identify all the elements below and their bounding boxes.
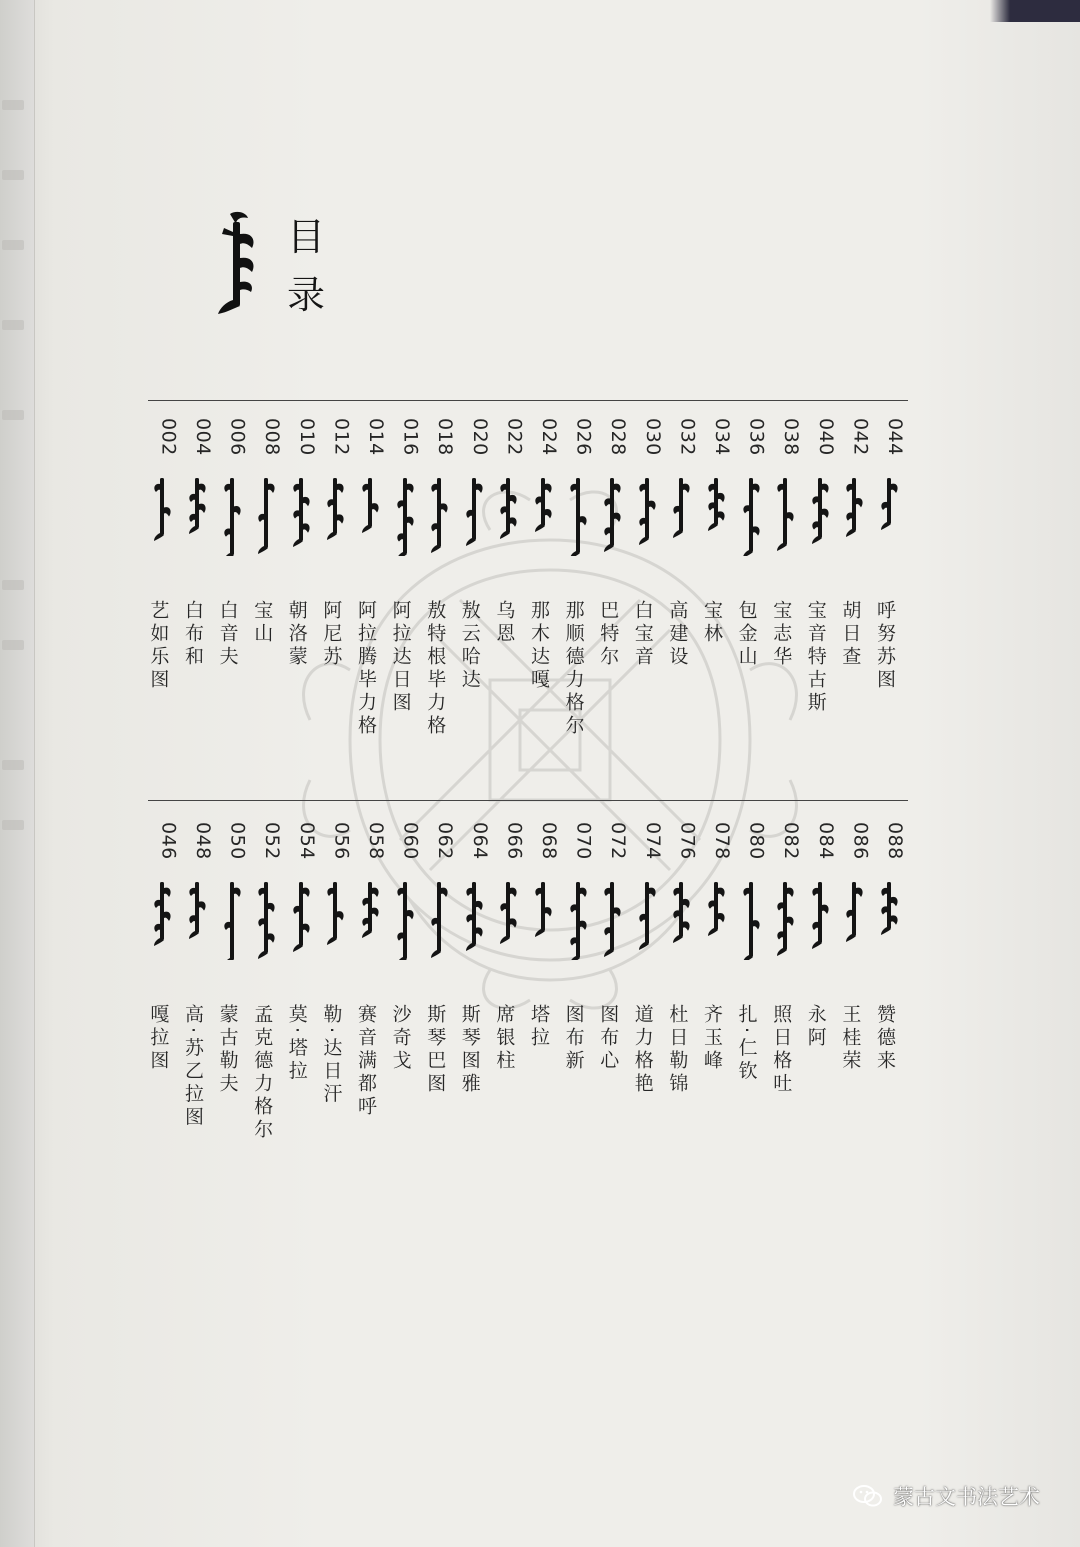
toc-entry[interactable] (284, 418, 318, 778)
toc-artist-name: 斯琴巴图 (424, 1004, 447, 1096)
mongolian-name-glyph (670, 474, 692, 556)
toc-page-number: 048 (192, 822, 214, 860)
mongolian-name-glyph (774, 878, 796, 960)
mongolian-name-glyph (221, 878, 243, 960)
toc-entry[interactable] (630, 418, 664, 778)
lower-rule (148, 800, 908, 801)
toc-artist-name: 永阿 (804, 1004, 827, 1050)
toc-page-number: 052 (261, 822, 284, 860)
mongolian-name-glyph (324, 474, 346, 556)
toc-artist-name: 斯琴图雅 (458, 1004, 481, 1096)
mongolian-name-glyph (740, 878, 762, 960)
toc-entry[interactable] (249, 418, 283, 778)
toc-entry[interactable] (872, 418, 906, 778)
toc-entry[interactable] (388, 822, 422, 1182)
toc-page-number: 046 (157, 822, 180, 860)
toc-artist-name: 席银柱 (493, 1004, 516, 1073)
book-cover-edge (1010, 0, 1080, 22)
toc-page-number: 082 (780, 822, 803, 860)
mongolian-name-glyph (878, 474, 900, 556)
toc-artist-name: 杜日勒锦 (666, 1004, 689, 1096)
toc-artist-name: 扎·仁钦 (735, 1004, 758, 1084)
toc-page-number: 020 (468, 418, 491, 456)
toc-artist-name: 图布心 (597, 1004, 620, 1073)
toc-artist-name: 阿拉腾毕力格 (355, 600, 377, 738)
toc-artist-name: 胡日查 (839, 600, 862, 669)
toc-artist-name: 艺如乐图 (147, 600, 170, 692)
toc-entry[interactable] (595, 822, 629, 1182)
toc-entry[interactable] (699, 822, 733, 1182)
toc-artist-name: 敖云哈达 (458, 600, 481, 692)
mongolian-name-glyph (497, 474, 519, 556)
toc-page-number: 028 (607, 418, 630, 456)
previous-page-edge (0, 0, 35, 1547)
toc-entry[interactable] (664, 418, 698, 778)
toc-page-number: 006 (226, 418, 249, 456)
mongolian-name-glyph (497, 878, 519, 960)
toc-page-number: 012 (330, 418, 353, 456)
toc-artist-name: 朝洛蒙 (285, 600, 308, 669)
toc-entry[interactable] (526, 418, 560, 778)
toc-entry[interactable] (284, 822, 318, 1182)
mongolian-name-glyph (221, 474, 243, 556)
mongolian-name-glyph (809, 878, 831, 960)
mongolian-name-glyph (567, 474, 589, 556)
mongolian-name-glyph (740, 474, 762, 556)
wechat-watermark (853, 1481, 1040, 1511)
toc-page-number: 076 (676, 822, 699, 860)
toc-artist-name: 宝志华 (770, 600, 793, 669)
mongolian-name-glyph (463, 878, 485, 960)
toc-page-number: 080 (745, 822, 768, 860)
toc-artist-name: 白音夫 (216, 600, 239, 669)
toc-artist-name: 包金山 (735, 600, 758, 669)
toc-page-number: 072 (607, 822, 630, 860)
toc-artist-name: 敖特根毕力格 (424, 600, 447, 738)
toc-page-number: 060 (399, 822, 422, 860)
toc-artist-name: 高·苏乙拉图 (182, 1004, 204, 1130)
toc-artist-name: 塔拉 (528, 1004, 550, 1050)
toc-page-number: 042 (849, 418, 872, 456)
toc-entry[interactable] (768, 418, 802, 778)
toc-entry[interactable] (630, 822, 664, 1182)
toc-page-number: 062 (434, 822, 457, 860)
toc-entry[interactable] (180, 822, 214, 1182)
toc-artist-name: 宝山 (251, 600, 274, 646)
toc-artist-name: 道力格艳 (631, 1004, 654, 1096)
toc-page-number: 050 (226, 822, 249, 860)
toc-entry[interactable] (318, 822, 352, 1182)
toc-artist-name: 乌恩 (493, 600, 516, 646)
toc-artist-name: 白宝音 (631, 600, 654, 669)
toc-artist-name: 沙奇戈 (389, 1004, 412, 1073)
mongolian-name-glyph (705, 474, 727, 556)
toc-entry[interactable] (699, 418, 733, 778)
mongolian-name-glyph (843, 878, 865, 960)
mongolian-name-glyph (463, 474, 485, 556)
mongolian-name-glyph (636, 474, 658, 556)
toc-artist-name: 宝音特古斯 (804, 600, 827, 715)
toc-entry[interactable] (664, 822, 698, 1182)
toc-page-number: 008 (261, 418, 284, 456)
toc-page-number: 002 (157, 418, 180, 456)
toc-entry[interactable] (249, 822, 283, 1182)
mongolian-name-glyph (532, 878, 554, 960)
toc-artist-name: 那木达嘎 (528, 600, 550, 692)
mongolian-name-glyph (601, 878, 623, 960)
toc-page-number: 070 (572, 822, 595, 860)
mongolian-name-glyph (255, 878, 277, 960)
toc-page-number: 054 (295, 822, 318, 860)
toc-entry[interactable] (215, 822, 249, 1182)
mongolian-name-glyph (359, 474, 381, 556)
mongolian-name-glyph (670, 878, 692, 960)
title-char-1: 目 (286, 215, 325, 259)
toc-page-number: 088 (884, 822, 906, 860)
toc-entry[interactable] (561, 822, 595, 1182)
toc-entry[interactable] (872, 822, 906, 1182)
mongolian-name-glyph (255, 474, 277, 556)
toc-entry[interactable] (837, 822, 871, 1182)
toc-entry[interactable] (457, 822, 491, 1182)
toc-page-number: 084 (814, 822, 837, 860)
toc-entry[interactable] (215, 418, 249, 778)
mongolian-name-glyph (428, 878, 450, 960)
toc-artist-name: 赛音满都呼 (355, 1004, 377, 1119)
toc-artist-name: 蒙古勒夫 (216, 1004, 239, 1096)
toc-entry[interactable] (180, 418, 214, 778)
mongolian-name-glyph (151, 474, 173, 556)
toc-page-number: 016 (399, 418, 422, 456)
toc-page-number: 044 (884, 418, 906, 456)
toc-artist-name: 宝林 (701, 600, 723, 646)
toc-page-number: 004 (192, 418, 214, 456)
toc-page-number: 024 (538, 418, 560, 456)
toc-entry[interactable] (491, 418, 525, 778)
toc-page-number: 030 (641, 418, 664, 456)
toc-entry[interactable] (768, 822, 802, 1182)
toc-artist-name: 呼努苏图 (874, 600, 896, 692)
toc-entry[interactable] (353, 418, 387, 778)
toc-artist-name: 莫·塔拉 (285, 1004, 308, 1084)
toc-entry[interactable] (734, 418, 768, 778)
toc-entry[interactable] (145, 822, 179, 1182)
toc-page-number: 066 (503, 822, 526, 860)
toc-page-number: 032 (676, 418, 699, 456)
toc-entry[interactable] (388, 418, 422, 778)
mongolian-name-glyph (394, 474, 416, 556)
toc-artist-name: 阿拉达日图 (389, 600, 412, 715)
toc-entry[interactable] (457, 418, 491, 778)
toc-page-number: 064 (468, 822, 491, 860)
mongolian-name-glyph (532, 474, 554, 556)
toc-page-number: 018 (434, 418, 457, 456)
mongolian-name-glyph (878, 878, 900, 960)
mongolian-name-glyph (290, 474, 312, 556)
toc-artist-name: 阿尼苏 (320, 600, 343, 669)
toc-artist-name: 照日格吐 (770, 1004, 793, 1096)
toc-entry[interactable] (561, 418, 595, 778)
watermark-text: 蒙古文书法艺术 (893, 1485, 1040, 1509)
toc-artist-name: 嘎拉图 (147, 1004, 170, 1073)
title-char-2: 录 (286, 273, 325, 317)
mongolian-title-glyph (206, 210, 266, 320)
toc-page-number: 010 (295, 418, 318, 456)
mongolian-name-glyph (186, 878, 208, 960)
toc-artist-name: 巴特尔 (597, 600, 620, 669)
mongolian-name-glyph (394, 878, 416, 960)
toc-entry[interactable] (803, 418, 837, 778)
toc-page-number: 040 (814, 418, 837, 456)
toc-artist-name: 孟克德力格尔 (251, 1004, 274, 1142)
toc-entry[interactable] (837, 418, 871, 778)
mongolian-name-glyph (809, 474, 831, 556)
mongolian-name-glyph (290, 878, 312, 960)
toc-page-number: 022 (503, 418, 526, 456)
toc-page-number: 078 (711, 822, 733, 860)
toc-entry[interactable] (353, 822, 387, 1182)
toc-artist-name: 白布和 (182, 600, 204, 669)
toc-entry[interactable] (526, 822, 560, 1182)
toc-page-number: 056 (330, 822, 353, 860)
toc-entry[interactable] (318, 418, 352, 778)
mongolian-name-glyph (186, 474, 208, 556)
toc-page-number: 074 (641, 822, 664, 860)
page-title (276, 208, 336, 324)
toc-artist-name: 勒·达日汗 (320, 1004, 343, 1107)
toc-artist-name: 图布新 (562, 1004, 585, 1073)
mongolian-name-glyph (567, 878, 589, 960)
mongolian-name-glyph (843, 474, 865, 556)
toc-entry[interactable] (145, 418, 179, 778)
toc-entry[interactable] (595, 418, 629, 778)
mongolian-name-glyph (151, 878, 173, 960)
toc-entry[interactable] (491, 822, 525, 1182)
toc-page-number: 026 (572, 418, 595, 456)
mongolian-name-glyph (636, 878, 658, 960)
mongolian-name-glyph (359, 878, 381, 960)
mongolian-name-glyph (774, 474, 796, 556)
mongolian-name-glyph (705, 878, 727, 960)
toc-entry[interactable] (422, 418, 456, 778)
toc-artist-name: 齐玉峰 (701, 1004, 723, 1073)
toc-page-number: 068 (538, 822, 560, 860)
toc-page-number: 038 (780, 418, 803, 456)
toc-page-number: 086 (849, 822, 872, 860)
toc-artist-name: 王桂荣 (839, 1004, 862, 1073)
mongolian-name-glyph (428, 474, 450, 556)
toc-entry[interactable] (734, 822, 768, 1182)
upper-rule (148, 400, 908, 401)
toc-artist-name: 高建设 (666, 600, 689, 669)
toc-artist-name: 那顺德力格尔 (562, 600, 585, 738)
toc-page-number: 034 (711, 418, 733, 456)
toc-artist-name: 赞德来 (874, 1004, 896, 1073)
toc-entry[interactable] (803, 822, 837, 1182)
toc-page-number: 014 (365, 418, 387, 456)
toc-entry[interactable] (422, 822, 456, 1182)
mongolian-name-glyph (601, 474, 623, 556)
toc-page-number: 058 (365, 822, 387, 860)
mongolian-name-glyph (324, 878, 346, 960)
wechat-icon (853, 1484, 883, 1508)
toc-page-number: 036 (745, 418, 768, 456)
